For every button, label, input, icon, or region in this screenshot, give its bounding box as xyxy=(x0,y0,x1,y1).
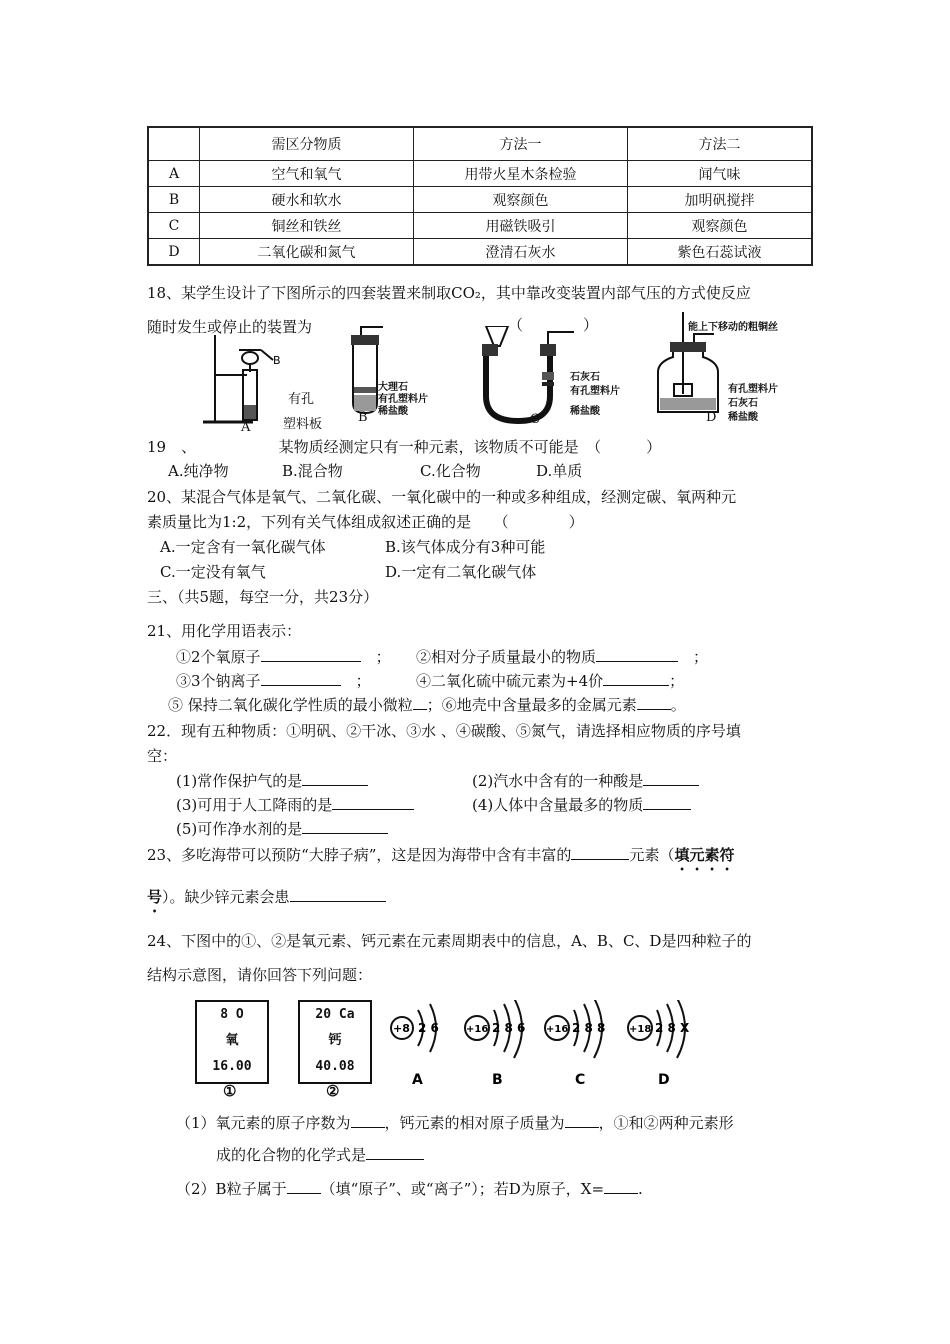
answer-blank[interactable] xyxy=(565,1113,599,1128)
answer-blank[interactable] xyxy=(302,771,368,786)
table-cell: 观察颜色 xyxy=(628,213,813,239)
label-c-plate: 有孔塑料片 xyxy=(570,386,620,397)
q24-sub1-line1 xyxy=(176,1112,734,1133)
q21-item-2-text: ②相对分子质量最小的物质 xyxy=(416,648,597,666)
answer-blank[interactable] xyxy=(351,1113,385,1128)
atom-a-nucleus: +8 xyxy=(393,1022,410,1035)
section-3-heading: 三、（共5题，每空一分，共23分） xyxy=(147,588,379,606)
table-cell: C xyxy=(148,213,200,239)
separator: ； xyxy=(375,648,391,666)
label-b-acid: 稀盐酸 xyxy=(378,406,408,417)
atom-a-shells: 2 6 xyxy=(418,1021,439,1035)
q19-stem: 19 、 某物质经测定只有一种元素，该物质不可能是 （ ） xyxy=(147,438,662,456)
answer-blank[interactable] xyxy=(290,887,386,902)
q23-line2 xyxy=(147,886,386,916)
table-cell: 二氧化碳和氮气 xyxy=(200,239,414,266)
table-row xyxy=(148,161,812,187)
q21-stem: 21、用化学用语表示： xyxy=(147,622,302,640)
atom-b-shells: 2 8 6 xyxy=(492,1021,526,1035)
table-cell: A xyxy=(148,161,200,187)
q24-sub1-line2 xyxy=(216,1144,424,1165)
q23-line1 xyxy=(147,844,734,874)
separator: ； xyxy=(355,672,371,690)
q23-text-3: ）。缺少锌元素会患 xyxy=(162,888,290,906)
q19-option-a: A.纯净物 xyxy=(168,462,229,480)
q22-stem-line2: 空： xyxy=(147,747,178,765)
table-row xyxy=(148,239,812,266)
label-d: D xyxy=(706,410,717,425)
q21-item-4 xyxy=(416,670,684,691)
answer-blank[interactable] xyxy=(604,1179,638,1194)
table-cell: D xyxy=(148,239,200,266)
table-header-cell xyxy=(148,127,200,161)
table-cell: 用带火星木条检验 xyxy=(414,161,628,187)
separator: ； xyxy=(693,648,709,666)
q21-item-3-text: ③3个钠离子 xyxy=(176,672,261,690)
answer-blank[interactable] xyxy=(643,771,699,786)
q20-option-b: B.该气体成分有3种可能 xyxy=(385,538,546,556)
q22-item-2 xyxy=(472,770,699,791)
label-c-lime: 石灰石 xyxy=(570,372,600,383)
q24-sub2-text-c: . xyxy=(638,1180,643,1198)
table-header-row xyxy=(148,127,812,161)
card-label-2: ② xyxy=(326,1082,340,1100)
table-cell: 铜丝和铁丝 xyxy=(200,213,414,239)
atom-structure-diagrams xyxy=(382,1000,852,1100)
q22-item-1-text: (1)常作保护气的是 xyxy=(176,772,303,790)
label-b: B xyxy=(358,410,368,425)
table-cell: B xyxy=(148,187,200,213)
label-a: A xyxy=(241,420,251,435)
q20-option-a: A.一定含有一氧化碳气体 xyxy=(160,538,326,556)
answer-blank[interactable] xyxy=(413,695,427,710)
label-d-plate: 有孔塑料片 xyxy=(728,384,778,395)
q21-item-2 xyxy=(416,646,708,667)
q18-answer-paren: （ ） xyxy=(508,316,599,334)
table-row xyxy=(148,187,812,213)
atom-b-nucleus: +16 xyxy=(466,1024,489,1035)
apparatus-a-diagram xyxy=(195,330,290,430)
q22-item-4 xyxy=(472,794,691,815)
q21-item-1-text: ①2个氧原子 xyxy=(176,648,261,666)
atom-c-shells: 2 8 8 xyxy=(572,1021,606,1035)
q24-sub2-text-a: （2）B粒子属于 xyxy=(176,1180,287,1198)
q21-item-5-6 xyxy=(168,694,686,715)
element-mass: 16.00 xyxy=(212,1059,252,1074)
answer-blank[interactable] xyxy=(637,695,671,710)
element-name: 钙 xyxy=(328,1033,342,1048)
table-header-cell: 方法一 xyxy=(414,127,628,161)
q23-text-1: 23、多吃海带可以预防“大脖子病”，这是因为海带中含有丰富的 xyxy=(147,846,572,864)
table-cell: 澄清石灰水 xyxy=(414,239,628,266)
q23-text-2: 元素（ xyxy=(629,846,675,864)
q20-stem-line1: 20、某混合气体是氧气、二氧化碳、一氧化碳中的一种或多种组成，经测定碳、氧两种元 xyxy=(147,488,737,506)
q22-item-3 xyxy=(176,794,414,815)
answer-blank[interactable] xyxy=(332,795,414,810)
label-c: C xyxy=(530,412,540,427)
q24-sub1-text-d: 成的化合物的化学式是 xyxy=(216,1146,367,1164)
q24-sub2 xyxy=(176,1178,643,1199)
q18-stem-line2: 随时发生或停止的装置为 xyxy=(147,318,313,336)
q22-stem-line1: 22．现有五种物质：①明矾、②干冰、③水 、④碳酸、⑤氮气，请选择相应物质的序号填 xyxy=(147,722,741,740)
q19-option-d: D.单质 xyxy=(536,462,583,480)
period: 。 xyxy=(670,696,686,714)
q23-emphasis-1: 填元素符 xyxy=(674,846,735,864)
table-header-cell: 方法二 xyxy=(628,127,813,161)
table-cell: 加明矾搅拌 xyxy=(628,187,813,213)
table-row xyxy=(148,213,812,239)
atom-d-shells: 2 8 X xyxy=(655,1021,690,1035)
answer-blank[interactable] xyxy=(366,1145,424,1160)
atom-c-label: C xyxy=(575,1072,586,1088)
q21-item-3 xyxy=(176,670,371,691)
q22-item-4-text: (4)人体中含量最多的物质 xyxy=(472,796,644,814)
q18-stem-line1: 18、某学生设计了下图所示的四套装置来制取CO₂，其中靠改变装置内部气压的方式使反应 xyxy=(147,284,751,302)
q21-item-5-text: ⑤ 保持二氧化碳化学性质的最小微粒 xyxy=(168,696,413,714)
q19-option-c: C.化合物 xyxy=(420,462,481,480)
q24-sub2-text-b: （填“原子”、或“离子”）；若D为原子，X= xyxy=(320,1180,605,1198)
atom-d-label: D xyxy=(658,1072,670,1088)
answer-blank[interactable] xyxy=(302,819,388,834)
label-a-plate: 塑料板 xyxy=(283,417,323,432)
element-card-oxygen xyxy=(195,1000,269,1084)
apparatus-c-diagram xyxy=(468,326,578,426)
q21-item-4-text: ④二氧化硫中硫元素为+4价 xyxy=(416,672,604,690)
q24-stem-line1: 24、下图中的①、②是氧元素、钙元素在元素周期表中的信息，A、B、C、D是四种粒子的 xyxy=(147,932,752,950)
element-card-calcium xyxy=(298,1000,372,1084)
q23-emphasis-2: 号 xyxy=(147,888,163,906)
answer-blank[interactable] xyxy=(643,795,691,810)
q22-item-5-text: (5)可作净水剂的是 xyxy=(176,820,303,838)
q24-sub1-text-a: （1）氧元素的原子序数为 xyxy=(176,1114,351,1132)
separator: ； xyxy=(669,672,685,690)
element-mass: 40.08 xyxy=(315,1059,355,1074)
answer-blank[interactable] xyxy=(571,845,629,860)
q24-sub1-text-b: ，钙元素的相对原子质量为 xyxy=(384,1114,565,1132)
table-cell: 空气和氧气 xyxy=(200,161,414,187)
atom-b-label: B xyxy=(492,1072,503,1088)
label-d-acid: 稀盐酸 xyxy=(728,412,758,423)
element-name: 氧 xyxy=(225,1033,239,1048)
table-cell: 紫色石蕊试液 xyxy=(628,239,813,266)
atom-a-label: A xyxy=(412,1072,423,1088)
table-cell: 硬水和软水 xyxy=(200,187,414,213)
table-header-cell: 需区分物质 xyxy=(200,127,414,161)
table-cell: 观察颜色 xyxy=(414,187,628,213)
answer-blank[interactable] xyxy=(596,647,678,662)
q22-item-2-text: (2)汽水中含有的一种酸是 xyxy=(472,772,644,790)
label-a-holes: 有孔 xyxy=(288,392,315,407)
label-d-wire: 能上下移动的粗铜丝 xyxy=(688,322,778,333)
svg-text:B: B xyxy=(273,354,281,367)
label-c-acid: 稀盐酸 xyxy=(570,406,600,417)
q19-option-b: B.混合物 xyxy=(282,462,343,480)
label-b-marble: 大理石 xyxy=(378,382,408,393)
element-number-symbol: 20 Ca xyxy=(315,1007,355,1022)
answer-blank[interactable] xyxy=(261,671,341,686)
label-d-lime: 石灰石 xyxy=(728,398,758,409)
answer-blank[interactable] xyxy=(261,647,361,662)
card-label-1: ① xyxy=(223,1082,237,1100)
q20-stem-line2: 素质量比为1:2，下列有关气体组成叙述正确的是 （ ） xyxy=(147,513,584,531)
label-b-plate: 有孔塑料片 xyxy=(378,394,428,405)
q21-item-6-text: ；⑥地壳中含量最多的金属元素 xyxy=(426,696,637,714)
q24-stem-line2: 结构示意图，请你回答下列问题： xyxy=(147,966,373,984)
answer-blank[interactable] xyxy=(603,671,669,686)
answer-blank[interactable] xyxy=(287,1179,321,1194)
q22-item-5 xyxy=(176,818,388,839)
atom-d-nucleus: +18 xyxy=(629,1024,652,1035)
q24-sub1-text-c: ，①和②两种元素形 xyxy=(598,1114,734,1132)
q20-option-c: C.一定没有氧气 xyxy=(160,563,266,581)
q22-item-3-text: (3)可用于人工降雨的是 xyxy=(176,796,333,814)
q21-item-1 xyxy=(176,646,391,667)
q20-option-d: D.一定有二氧化碳气体 xyxy=(385,563,537,581)
table-cell: 用磁铁吸引 xyxy=(414,213,628,239)
atom-c-nucleus: +16 xyxy=(546,1024,569,1035)
q22-item-1 xyxy=(176,770,368,791)
comparison-table xyxy=(147,126,813,266)
element-number-symbol: 8 O xyxy=(220,1007,244,1022)
table-cell: 闻气味 xyxy=(628,161,813,187)
